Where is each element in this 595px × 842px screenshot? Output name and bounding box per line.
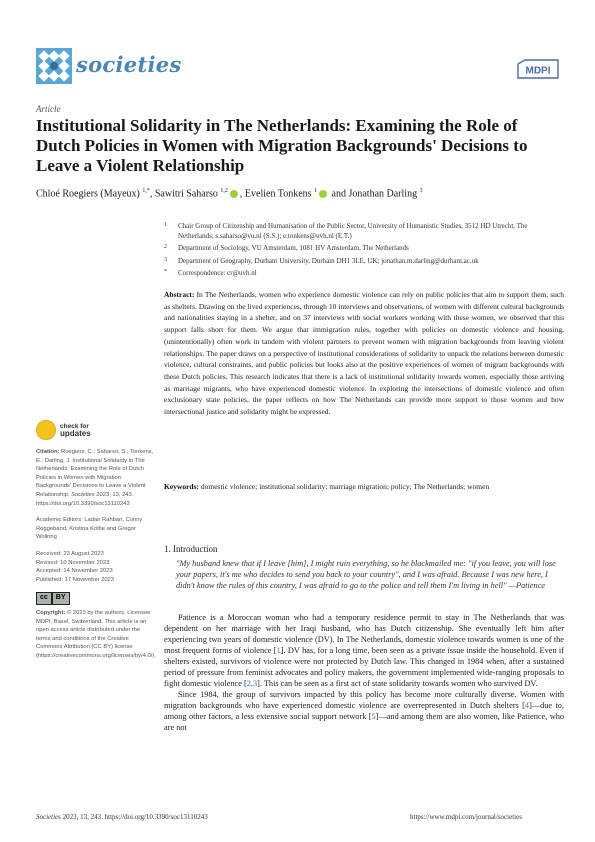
affiliation-item: 2 Department of Sociology, VU Amsterdam, 1081 HV Amsterdam, The Netherlands <box>164 244 409 252</box>
author-name[interactable]: and Jonathan Darling <box>331 188 418 200</box>
journal-name[interactable]: societies <box>76 52 182 77</box>
affiliations <box>164 222 564 282</box>
author-list: Chloé Roegiers (Mayeux) $^{1,*}$, Sawitri Saharso $^{1,2}$ , Evelien Tonkens $^1$ and Jonathan Darling $^3$ <box>36 188 423 200</box>
reference-link[interactable]: 5 <box>371 712 376 721</box>
footer-citation: Societies 2023, 13, 243. https://doi.org/10.3390/soc13110243 <box>36 813 208 821</box>
affiliation-item: 3 Department of Geography, Durham University, Durham DH1 3LE, UK; jonathan.m.darling@durham.ac.uk <box>164 256 479 265</box>
author-affiliation-mark: 1,2 <box>220 188 228 194</box>
reference-link[interactable]: 1 <box>276 646 281 655</box>
cc-by-license-icon[interactable]: cc BY <box>36 592 156 605</box>
correspondence: * Correspondence: cr@uvh.nl <box>164 269 257 277</box>
article-sidebar <box>36 420 156 668</box>
introduction-body <box>164 612 564 733</box>
abstract <box>164 289 564 418</box>
author-name[interactable]: Chloé Roegiers (Mayeux) <box>36 188 140 200</box>
publication-dates: Received: 23 August 2023 Revised: 10 November 2023 Accepted: 14 November 2023 Published: 17 November 2023 <box>36 550 114 583</box>
citation-block: Citation: Roegiers, C.; Saharso, S.; Tonkens, E.; Darling, J. Institutional Solidarity in The Netherlands: Examining the Role of Dutch Policies in Women with Migration Backgrounds' Decisions to Leave a Violent Relationship. Societies 2023, 13, 243. https://doi.org/10.3390/soc13110243 <box>36 449 154 507</box>
keywords-text: domestic violence; institutional solidarity; marriage migration; policy; The Netherlands; women <box>200 482 490 491</box>
abstract-label: Abstract: <box>164 290 195 299</box>
reference-link[interactable]: 4 <box>524 701 530 710</box>
check-for-updates-button[interactable] <box>36 420 156 440</box>
author-name[interactable]: Sawitri Saharso <box>154 188 218 200</box>
check-updates-icon <box>36 420 56 440</box>
check-updates-line1: check for <box>60 422 89 430</box>
keywords <box>164 481 564 493</box>
abstract-text: In The Netherlands, women who experience domestic violence can rely on public policies that aim to support them, such as shelters. Drawing on the lived experiences, through 10 interviews and observations, of women with different cultural backgrounds and nationalities staying in a shelter, and on 37 interviews with social workers working with these women, we observed that this support falls short for them. We argue that immigration rules, together with policies on domestic violence and housing, (unintentionally) often work in tandem with violent partners to prevent women with migration backgrounds from leaving violent relationships. The paper draws on a perspective of institutional considerations of solidarity to unpack the relations between domestic violence, cultural constraints, and public policies but looks also at the positive experiences of women of migrant backgrounds with these Dutch policies. This research indicates that there is a lack of institutional solidarity towards women, especially those arriving as marriage migrants, who have experienced domestic violence. In exploring the intersections of domestic violence and often exclusionary state policies, the paper reflects on how The Netherlands can provide more support to those women and how intersectional justice and solidarity might be expressed. <box>164 290 564 417</box>
opening-quote: "My husband knew that if I leave [him], I might ruin everything, so he blackmailed me: "if you leave, you will lose your papers, it's me who decides to send you back to your country", and I was afraid. Because I was new here, I didn't know the rules of this country, I was afraid to go to the police and tell them I'm living in hell" —Patience <box>176 559 556 590</box>
citation-doi-link[interactable]: https://doi.org/10.3390/soc13110243 <box>36 500 130 507</box>
journal-logo-icon <box>36 48 72 84</box>
section-heading: 1. Introduction <box>164 544 218 554</box>
mdpi-logo-text: MDPI <box>525 65 551 77</box>
author-affiliation-mark: 1 <box>314 188 318 194</box>
keywords-label: Keywords: <box>164 482 199 491</box>
copyright-notice: Copyright: © 2023 by the authors. Licensee MDPI, Basel, Switzerland. This article is an open access article distributed under the terms and conditions of the Creative Commons Attribution (CC BY) license (https://creativecommons.org/licenses/by/4.0/). <box>36 609 156 659</box>
article-type: Article <box>36 104 61 114</box>
author-affiliation-mark: 3 <box>419 188 423 194</box>
article-title: Institutional Solidarity in The Netherlands: Examining the Role of Dutch Policies in Women with Migration Backgrounds' Decisions to Leave a Violent Relationship <box>36 116 528 175</box>
academic-editors: Academic Editors: Ladan Rahbari, Conny Roggeband, Kristina Kolbe and Gregor Wollring <box>36 517 143 541</box>
author-affiliation-mark: 1,* <box>142 188 150 194</box>
paragraph: Since 1984, the group of survivors impacted by this policy has become more culturally diverse. Women with migration backgrounds who have experienced domestic violence are overrepresented in Dutch shelters [4]—due to, among other factors, a less extensive social support network [5]—and among them are also women, like Patience, who are not <box>164 690 564 732</box>
paragraph: Patience is a Moroccan woman who had a temporary residence permit to stay in The Netherlands that was dependent on her marriage with her Iraqi husband, who has Dutch citizenship. She eventually left him after experiencing two years of domestic violence (DV). In The Netherlands, domestic violence towards women is one of the most frequent forms of violence [1]. DV has, for a long time, been seen as a private issue inside the household. Even if shelters existed, survivors of violence were not protected by Dutch law. This changed in 1984 when, after a sustained period of pressure from feminist advocates and policy makers, the government implemented wide-ranging proposals to fight domestic violence [2,3]. This can be seen as a first act of state solidarity towards women who survived DV. <box>164 613 564 688</box>
orcid-icon[interactable] <box>230 190 238 198</box>
orcid-icon[interactable] <box>319 190 327 198</box>
author-name[interactable]: Evelien Tonkens <box>244 188 312 200</box>
reference-link[interactable]: 2,3 <box>246 679 258 688</box>
mdpi-logo-icon <box>516 58 560 80</box>
affiliation-item: 1 Chair Group of Citizenship and Humanisation of the Public Sector, University of Humanistic Studies, 3512 HD Utrecht, The Netherlands; s.saharso@vu.nl (S.S.); e.tonkens@uvh.nl (E.T.) <box>164 222 528 240</box>
footer-journal-link[interactable]: https://www.mdpi.com/journal/societies <box>410 813 522 821</box>
check-updates-line2: updates <box>60 429 91 438</box>
